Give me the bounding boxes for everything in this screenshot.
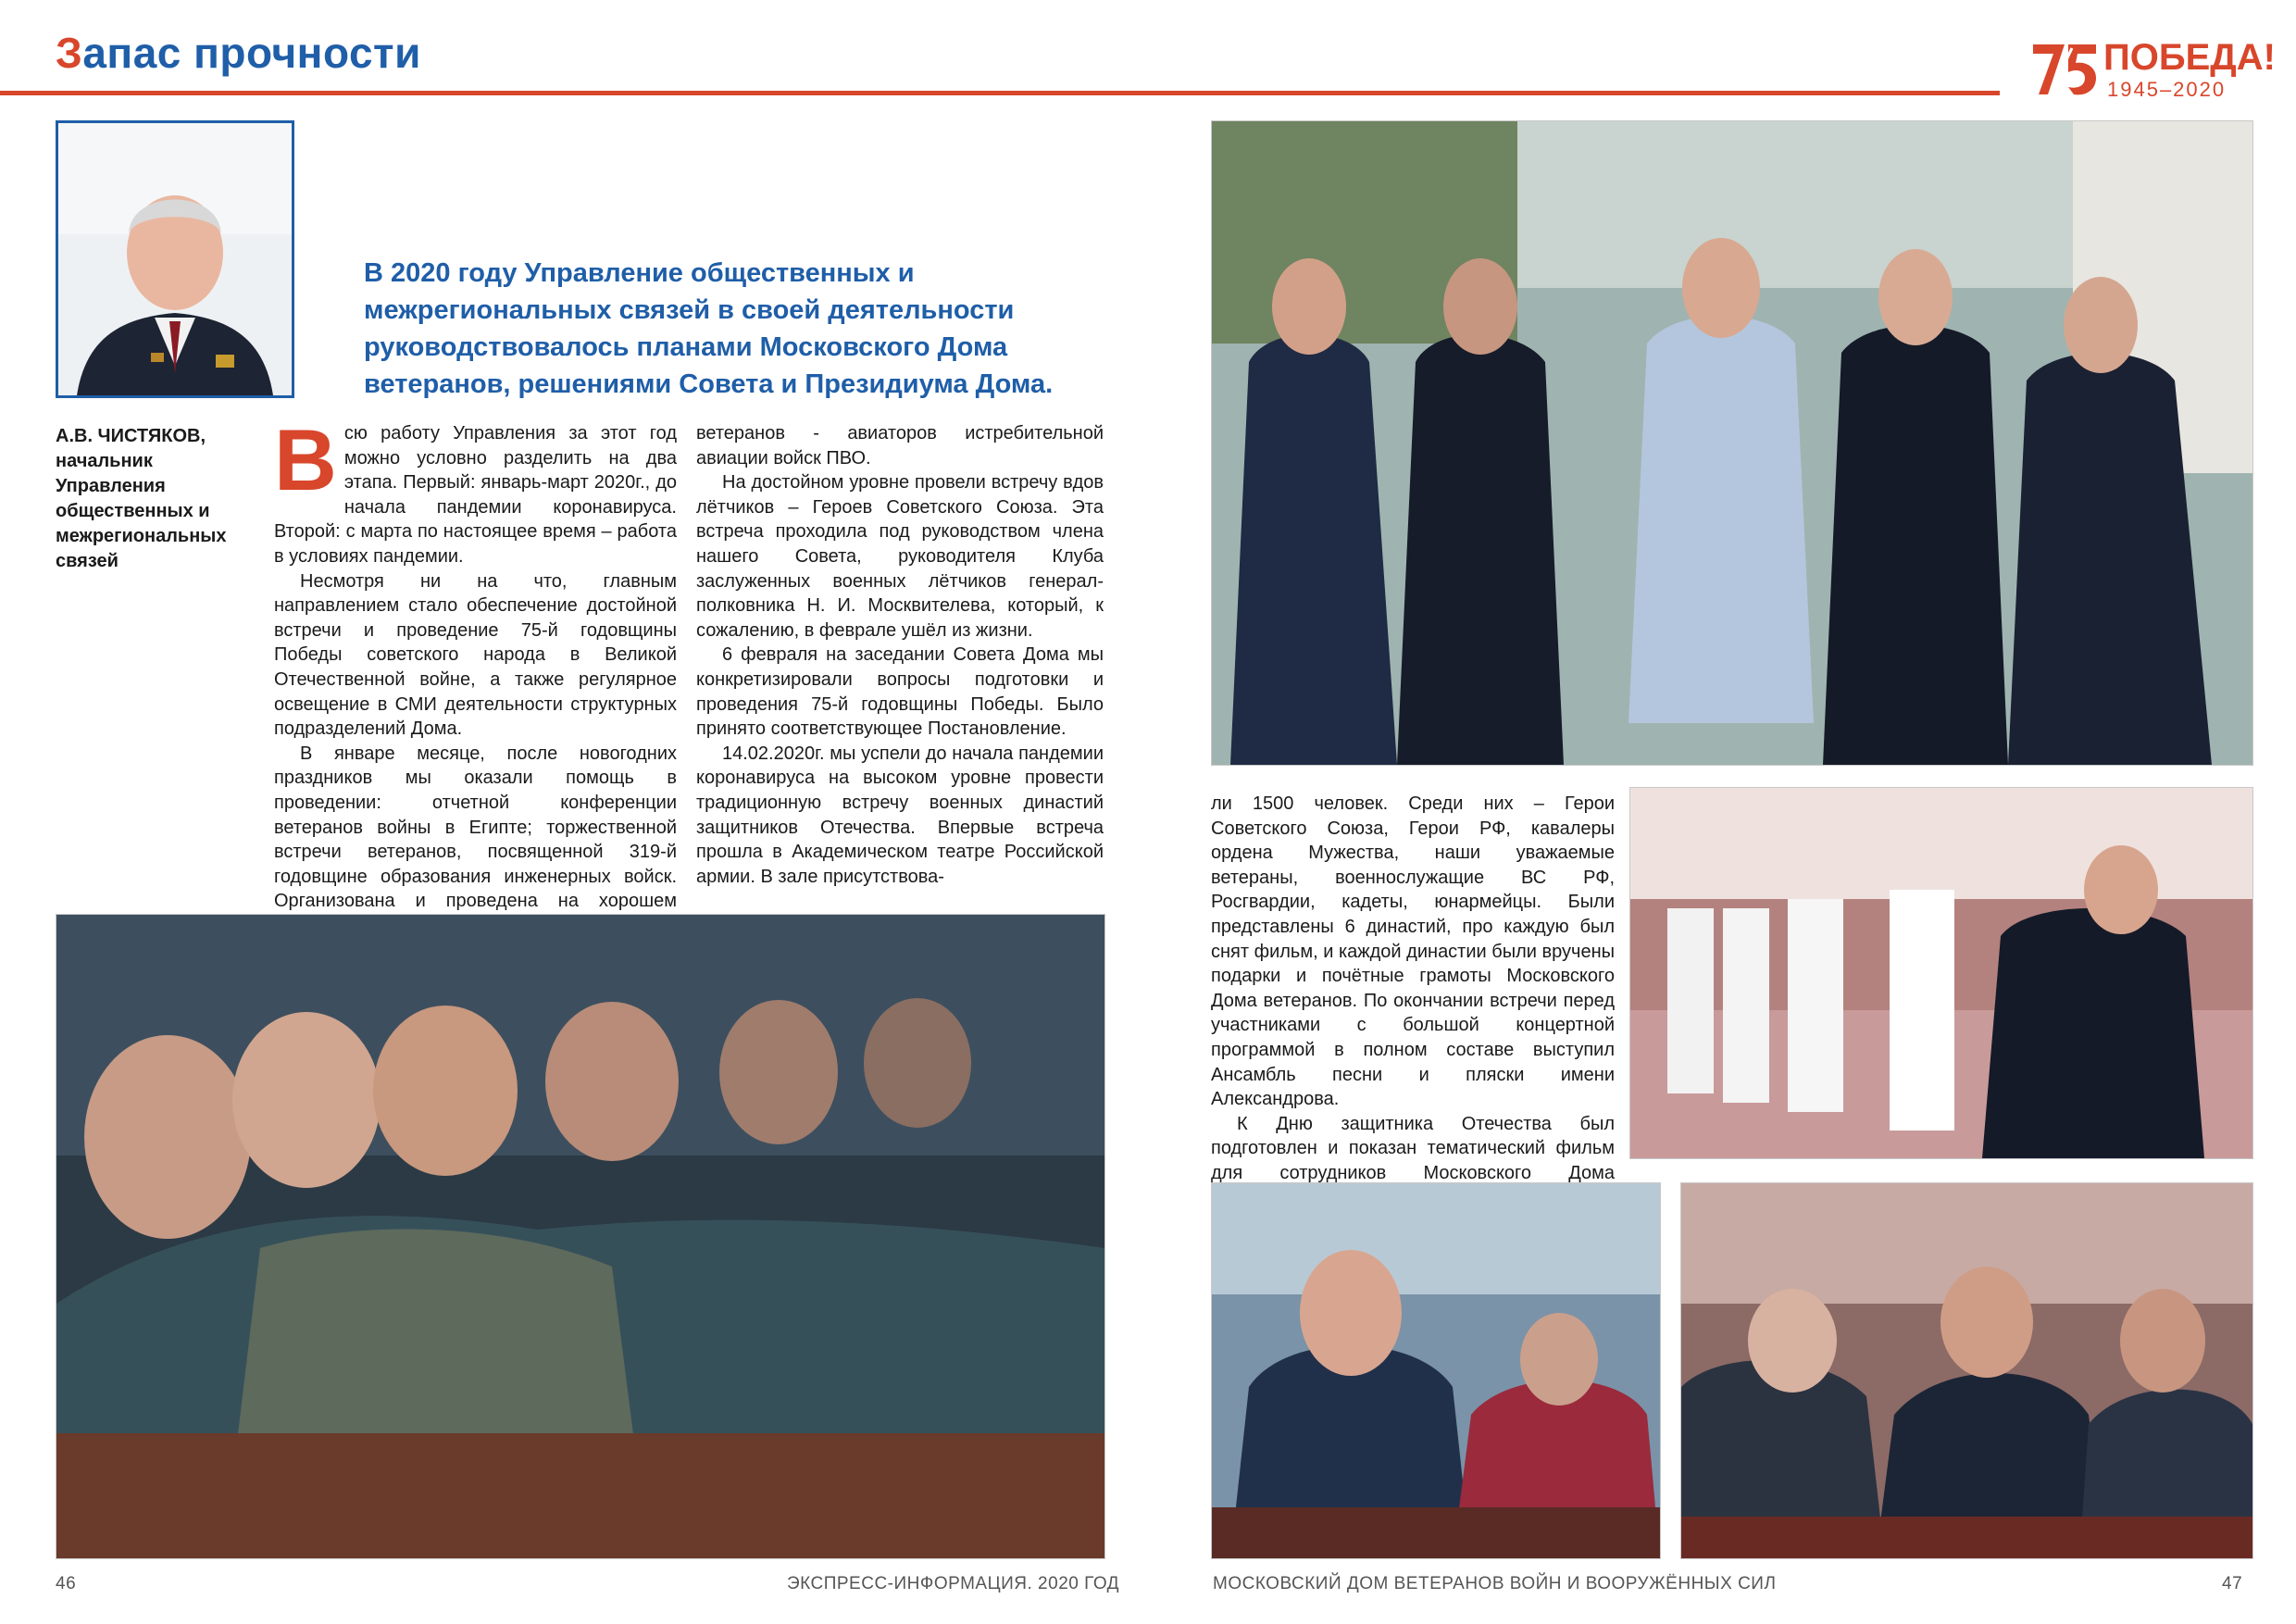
- veteran-applauding-photo: [1211, 1182, 1661, 1559]
- article-column-2: [696, 421, 1104, 889]
- veterans-audience-photo: [56, 914, 1105, 1559]
- logo-title: ПОБЕДА!: [2103, 37, 2276, 78]
- section-title-first-letter: З: [56, 29, 83, 77]
- paragraph: 6 февраля на заседании Совета Дома мы конкретизировали вопросы подготовки и проведения 75-й годовщины Победы. Было принято соответствующее Постановление.: [696, 644, 1104, 740]
- footer-right-page-number: 47: [2222, 1574, 2243, 1593]
- author-position: начальник Управления общественных и межрегиональных связей: [56, 451, 227, 571]
- lead-paragraph: В 2020 году Управление общественных и межрегиональных связей в своей деятельности руководствовалось планами Московского Дома ветеранов, решениями Совета и Президиума Дома.: [364, 258, 1054, 399]
- author-portrait-photo: [56, 120, 294, 398]
- footer-right-title: МОСКОВСКИЙ ДОМ ВЕТЕРАНОВ ВОЙН И ВООРУЖЁННЫХ СИЛ: [1213, 1574, 1777, 1593]
- hall-standing-photo: [1629, 787, 2253, 1159]
- author-name: А.В. ЧИСТЯКОВ,: [56, 426, 206, 446]
- paragraph: Несмотря ни на что, главным направлением стало обеспечение достойной встречи и проведение 75-й годовщины Победы советского народа в Великой Отечественной войне, а также регулярное освещение в СМИ деятельности структурных подразделений Дома.: [274, 570, 677, 740]
- veterans-talking-photo: [1680, 1182, 2253, 1559]
- victory-logo: [2028, 37, 2277, 102]
- paragraph: К Дню защитника Отечества был подготовлен и показан тематический фильм для сотрудников Московского Дома: [1211, 1113, 1615, 1183]
- veterans-group-photo: [1211, 120, 2253, 766]
- footer-left-page-number: 46: [56, 1574, 77, 1593]
- article-column-1: [274, 411, 677, 938]
- paragraph: ли 1500 человек. Среди них – Герои Советского Союза, Герои РФ, кавалеры ордена Мужества, наши уважаемые ветераны, военнослужащие ВС РФ, Росгвардии, кадеты, юнармейцы. Были представлены 6 династий, про каждую был снят фильм, и каждой династии были вручены подарки и почётные грамоты Московского Дома ветеранов. По окончании встречи перед участниками с большой концертной программой в полном составе выступил Ансамбль песни и пляски имени Александрова.: [1211, 793, 1615, 1110]
- paragraph: На достойном уровне провели встречу вдов лётчиков – Героев Советского Союза. Эта встреча проходила под руководством члена нашего Совета, руководителя Клуба заслуженных военных лётчиков генерал-полковника Н. И. Москвителева, который, к сожалению, в феврале ушёл из жизни.: [696, 472, 1104, 641]
- footer-left-title: ЭКСПРЕСС-ИНФОРМАЦИЯ. 2020 ГОД: [787, 1574, 1120, 1593]
- author-caption: [56, 424, 248, 574]
- logo-years: 1945–2020: [2107, 78, 2227, 101]
- victory-75-logo-icon: [2028, 37, 2102, 102]
- drop-cap: В: [274, 411, 337, 508]
- section-title: [56, 28, 421, 78]
- header-rule: [0, 91, 2000, 95]
- paragraph: сю работу Управления за этот год можно условно разделить на два этапа. Первый: январь-март 2020г., до начала пандемии коронавируса. Второй: с марта по настоящее время – работа в условиях пандемии.: [274, 423, 677, 567]
- article-column-3: [1211, 792, 1615, 1210]
- section-title-rest: апас прочности: [82, 29, 421, 77]
- paragraph: ветеранов - авиаторов истребительной авиации войск ПВО.: [696, 423, 1104, 468]
- paragraph: 14.02.2020г. мы успели до начала пандемии коронавируса на высоком уровне провести традиционную встречу военных династий защитников Отечества. Впервые встреча прошла в Академическом театре Российской армии. В зале присутствова-: [696, 743, 1104, 887]
- paragraph: В январе месяце, после новогодних праздников мы оказали помощь в проведении: отчетной конференции ветеранов войны в Египте; торжественной встречи ветеранов, посвященной 319-й годовщине образования инженерных войск. Организована и проведена на хорошем: [274, 743, 677, 912]
